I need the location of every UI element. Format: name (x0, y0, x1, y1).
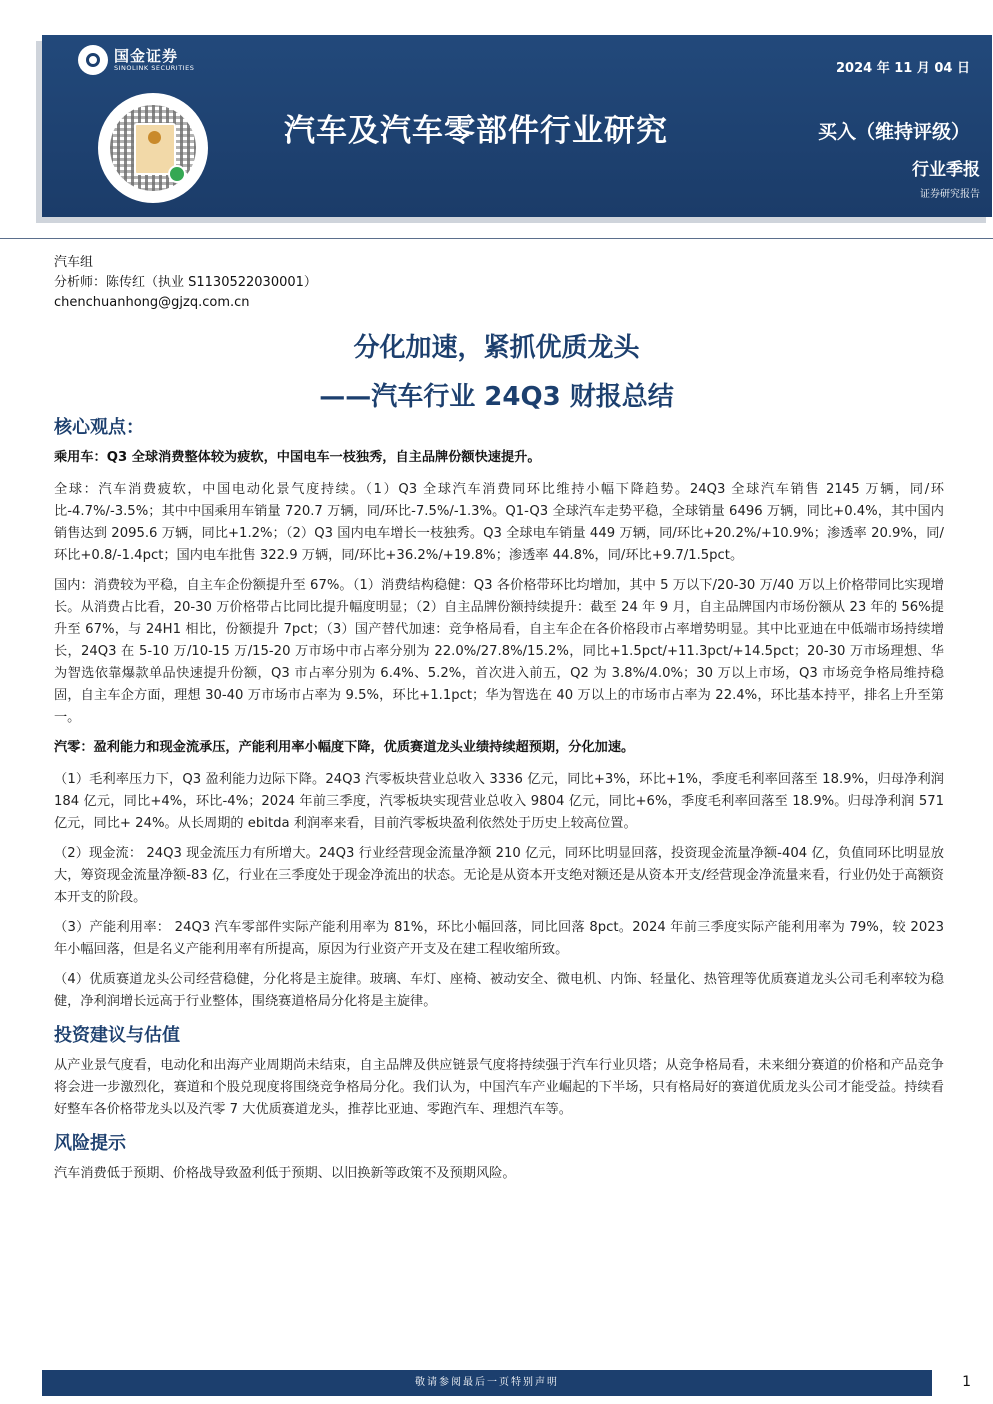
parts-lead: 汽零：盈利能力和现金流承压，产能利用率小幅度下降，优质赛道龙头业绩持续超预期，分化加速。 (54, 740, 635, 755)
analyst-info (54, 253, 317, 313)
report-subtitle: ——汽车行业 24Q3 财报总结 (319, 382, 674, 412)
report-subtype: 证券研究报告 (920, 189, 980, 200)
brand-name-cn: 国金证券 (114, 46, 179, 65)
report-title: 分化加速，紧抓优质龙头 (353, 333, 640, 363)
invest-heading: 投资建议与估值 (54, 1025, 180, 1046)
page-footer (0, 1370, 993, 1398)
brand-name-en: SINOLINK SECURITIES (114, 63, 195, 72)
footer-disclaimer: 敬请参阅最后一页特别声明 (42, 1370, 932, 1396)
parts-paragraph-3: （3）产能利用率： 24Q3 汽车零部件实际产能利用率为 81%，环比小幅回落，同比回落 8pct。2024 年前三季度实际产能利用率为 79%，较 2023 年小幅回落，但是名义产能利用率有所提高，原因为行业资产开支及在建工程收缩所致。 (54, 920, 944, 957)
analyst-email[interactable]: chenchuanhong@gjzq.com.cn (54, 295, 250, 310)
invest-paragraph: 从产业景气度看，电动化和出海产业周期尚未结束，自主品牌及供应链景气度将持续强于汽车行业贝塔；从竞争格局看，未来细分赛道的价格和产品竞争将会进一步激烈化，赛道和个股兑现度将围绕竞争格局分化。我们认为，中国汽车产业崛起的下半场，只有格局好的赛道优质龙头公司才能受益。持续看好整车各价格带龙头以及汽零 7 大优质赛道龙头，推荐比亚迪、零跑汽车、理想汽车等。 (54, 1058, 944, 1117)
parts-paragraph-4: （4）优质赛道龙头公司经营稳健，分化将是主旋律。玻璃、车灯、座椅、被动安全、微电机、内饰、轻量化、热管理等优质赛道龙头公司毛利率较为稳健，净利润增长远高于行业整体，围绕赛道格局分化将是主旋律。 (54, 972, 944, 1009)
core-heading: 核心观点： (54, 417, 144, 438)
risk-heading: 风险提示 (54, 1133, 126, 1154)
rating-label: 买入（维持评级） (817, 121, 970, 143)
report-body (54, 413, 944, 1193)
report-banner (42, 35, 992, 217)
industry-title: 汽车及汽车零部件行业研究 (284, 113, 668, 149)
risk-paragraph: 汽车消费低于预期、价格战导致盈利低于预期、以旧换新等政策不及预期风险。 (54, 1166, 516, 1181)
global-paragraph: 全球：汽车消费疲软，中国电动化景气度持续。（1）Q3 全球汽车消费同环比维持小幅下降趋势。24Q3 全球汽车销售 2145 万辆，同/环比-4.7%/-3.5%；其中中国乘用车销量 720.7 万辆，同/环比-7.5%/-1.3%。Q1-Q3 全球汽车走势平稳，全球销量 6496 万辆，同比+0.4%，其中国内销售达到 2095.6 万辆，同比+1.2%；（2）Q3 国内电车增长一枝独秀。Q3 全球电车销量 449 万辆，同/环比+20.2%/+10.9%；渗透率 20.9%，同/环比+0.8/-1.4pct；国内电车批售 322.9 万辆，同/环比+36.2%/+19.8%；渗透率 44.8%，同/环比+9.7/1.5pct。 (54, 482, 944, 563)
qr-code-icon (98, 93, 208, 203)
brand-logo (78, 45, 194, 75)
report-date: 2024 年 11 月 04 日 (836, 61, 970, 76)
team-name: 汽车组 (54, 255, 94, 270)
page-number: 1 (962, 1374, 971, 1390)
analyst-name: 分析师：陈传红（执业 S1130522030001） (54, 275, 317, 290)
divider (0, 238, 993, 239)
report-type: 行业季报 (912, 160, 980, 180)
parts-paragraph-2: （2）现金流： 24Q3 现金流压力有所增大。24Q3 行业经营现金流量净额 210 亿元，同环比明显回落，投资现金流量净额-404 亿，负值同环比明显放大，筹资现金流量净额-83 亿，行业在三季度处于现金净流出的状态。无论是从资本开支绝对额还是从资本开支/经营现金净流量来看，行业仍处于高额资本开支的阶段。 (54, 846, 944, 905)
domestic-paragraph: 国内：消费较为平稳，自主车企份额提升至 67%。（1）消费结构稳健：Q3 各价格带环比均增加，其中 5 万以下/20-30 万/40 万以上价格带同比实现增长。从消费占比看，20-30 万价格带占比同比提升幅度明显；（2）自主品牌份额持续提升：截至 24 年 9 月，自主品牌国内市场份额从 23 年的 56%提升至 67%，与 24H1 相比，份额提升 7pct；（3）国产替代加速：竞争格局看，自主车企在各价格段市占率增势明显。其中比亚迪在中低端市场持续增长，24Q3 在 5-10 万/10-15 万/15-20 万市场中市占率分别为 22.0%/27.8%/15.2%，同比+1.5pct/+11.3pct/+14.5pct；20-30 万市场理想、华为智选依靠爆款单品快速提升份额，Q3 市占率分别为 6.4%、5.2%，首次进入前五，Q2 为 3.8%/4.0%；30 万以上市场，Q3 市场竞争格局维持稳固，自主车企方面，理想 30-40 万市场市占率为 9.5%，环比+1.1pct；华为智选在 40 万以上的市场市占率为 22.4%，环比基本持平，排名上升至第一。 (54, 578, 944, 725)
parts-paragraph-1: （1）毛利率压力下，Q3 盈利能力边际下降。24Q3 汽零板块营业总收入 3336 亿元，同比+3%，环比+1%，季度毛利率回落至 18.9%，归母净利润 184 亿元，同比+4%，环比-4%；2024 年前三季度，汽零板块实现营业总收入 9804 亿元，同比+6%，季度毛利率回落至 18.9%。归母净利润 571 亿元，同比+ 24%。从长周期的 ebitda 利润率来看，目前汽零板块盈利依然处于历史上较高位置。 (54, 772, 944, 831)
passenger-lead: 乘用车：Q3 全球消费整体较为疲软，中国电车一枝独秀，自主品牌份额快速提升。 (54, 450, 541, 465)
logo-icon (78, 45, 108, 75)
